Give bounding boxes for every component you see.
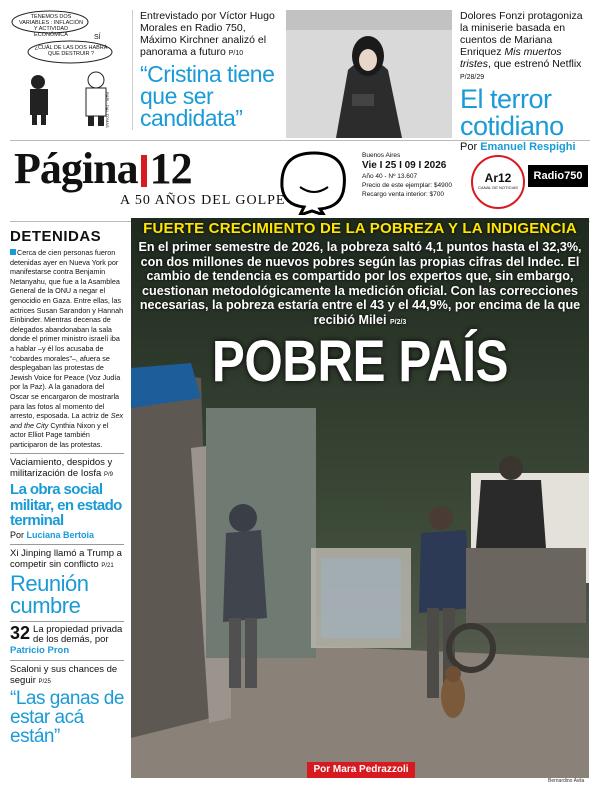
ar12-logo[interactable]: Ar12 CANAL DE NOTICIAS: [471, 155, 525, 209]
main-headline: POBRE PAÍS: [211, 329, 509, 394]
xi-story[interactable]: [10, 544, 124, 617]
fonzi-headline: El terror cotidiano: [460, 84, 564, 141]
detenidas-title: DETENIDAS: [10, 228, 102, 245]
cfk-teaser[interactable]: [140, 10, 280, 130]
cartoon-bubble-1: TENEMOS DOS VARIABLES : INFLACIÓN Y ACTIVIDAD ECONÓMICA: [18, 14, 84, 38]
logo[interactable]: Página 12: [14, 144, 192, 193]
editorial-cartoon: [10, 10, 133, 130]
cartoon-signature: RAPI · DAL TOMAS: [105, 92, 110, 128]
main-kicker: FUERTE CRECIMIENTO DE LA POBREZA Y LA INDIGENCIA: [143, 220, 577, 237]
obra-intro: Vaciamiento, despidos y militarización de Iosfa P/9: [10, 457, 114, 480]
story-bullet-icon: [10, 249, 16, 255]
fonzi-byline: Por Emanuel Respighi: [460, 141, 576, 153]
main-story[interactable]: [131, 218, 589, 778]
obra-headline: La obra social militar, en estado terminal: [10, 481, 122, 530]
left-column: [10, 228, 124, 788]
scaloni-story[interactable]: [10, 660, 124, 746]
xi-headline: Reunión cumbre: [10, 570, 89, 618]
propiedad-text: 32 La propiedad privada de los demás, por Patricio Pron: [10, 622, 123, 656]
issue-date: Vie I 25 I 09 I 2026: [362, 160, 447, 171]
scaloni-intro: Scaloni y sus chances de seguir P/25: [10, 664, 118, 687]
cartoon-bubble-side: SÍ: [94, 34, 101, 41]
main-byline: Por Mara Pedrazzoli: [307, 762, 415, 778]
detenidas-story[interactable]: [10, 228, 124, 449]
propiedad-story[interactable]: [10, 621, 124, 657]
scaloni-headline: “Las ganas de estar acá están”: [10, 688, 124, 748]
fonzi-photo: [286, 10, 452, 138]
masthead: [10, 140, 590, 222]
cartoon-bubble-2: ¿CUÁL DE LAS DOS HABRÁ QUE DESTRUIR ?: [34, 45, 108, 57]
white-headscarf-icon: [272, 147, 354, 215]
fonzi-teaser[interactable]: [460, 10, 592, 153]
fonzi-intro: Dolores Fonzi protagoniza la miniserie basada en cuentos de Mariana Enriquez Mis muertos tristes, que estrenó Netflix P/28/29: [460, 10, 583, 81]
obra-byline: Por Luciana Bertoia: [10, 529, 95, 540]
obra-social-story[interactable]: [10, 453, 124, 540]
cfk-headline: “Cristina tiene que ser candidata”: [140, 61, 275, 131]
page-number: 32: [10, 622, 31, 643]
detenidas-body: Cerca de cien personas fueron detenidas ayer en Nueva York por manifestarse contra Benjamin Netanyahu, que fue a la Asamblea General de la ONU a negar el genocidio en Gaza. Entre ellas, las actrices Susan Sarandon y Hannah Einbinder. Mientras decenas de delegados abandonaban la sala donde el primer ministro israelí iba a hablar –y él los acusaba de “cobardes morales”–, afuera se desplegaban las protestas de Jewish Voice for Peace (Voz Judía por la Paz). A la ganadora del Oscar se encargaron de mostrarla para las fotos al momento del arresto, esposada. La actriz de Sex and the City Cynthia Nixon y el actor Elliot Page también participaron de las protestas.: [10, 248, 124, 449]
main-lead: En el primer semestre de 2026, la pobreza saltó 4,1 puntos hasta el 32,3%, con dos millones de nuevos pobres según las propias cifras del Indec. El cambio de tendencia es compartido por los expertos que, sin embargo, cuestionan metodológicamente la medición oficial. Con las correcciones necesarias, la pobreza estaría entre el 43 y el 44,9%, por encima de la que recibió Milei P/2/3: [138, 240, 582, 327]
logo-red-bar: [141, 155, 147, 187]
photo-credit: Bernardino Avila: [548, 778, 585, 784]
cfk-intro: Entrevistado por Víctor Hugo Morales en Radio 750, Máximo Kirchner analizó el panorama a futuro P/10: [140, 10, 275, 58]
tagline: A 50 AÑOS DEL GOLPE: [120, 193, 286, 208]
edition-info: Buenos Aires Vie I 25 I 09 I 2026 Año 40 - Nº 13.607 Precio de este ejemplar: $4900 Recargo venta interior: $700: [362, 152, 452, 198]
radio750-logo[interactable]: Radio750: [528, 165, 588, 187]
xi-intro: Xi Jinping llamó a Trump a competir sin conflicto P/21: [10, 547, 122, 570]
